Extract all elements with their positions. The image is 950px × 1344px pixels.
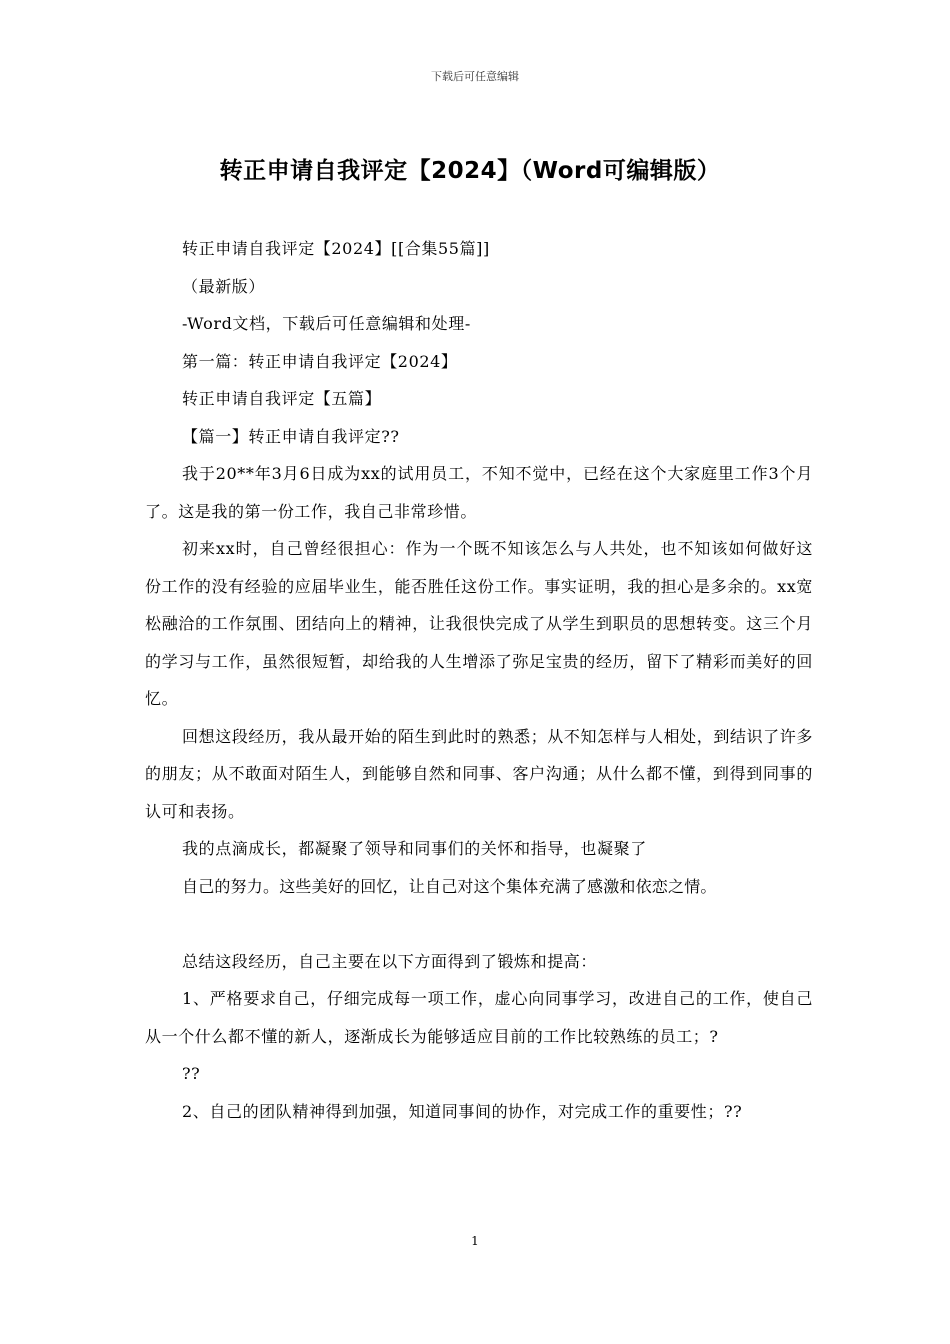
paragraph-part-one-heading: 第一篇：转正申请自我评定【2024】 <box>182 351 458 371</box>
paragraph-first-impression: 初来xx时，自己曾经很担心：作为一个既不知该怎么与人共处，也不知该如何做好这份工作的没有经验的应届毕业生，能否胜任这份工作。事实证明，我的担心是多余的。xx宽松融洽的工作氛围、团结向上的精神，让我很快完成了从学生到职员的思想转变。这三个月的学习与工作，虽然很短暂，却给我的人生增添了弥足宝贵的经历，留下了精彩而美好的回忆。 <box>145 539 813 708</box>
blank-line <box>145 905 813 943</box>
paragraph-article-one-heading: 【篇一】转正申请自我评定?? <box>182 426 400 446</box>
paragraph-summary-intro: 总结这段经历，自己主要在以下方面得到了锻炼和提高： <box>182 951 598 971</box>
paragraph-version-note: （最新版） <box>182 276 266 296</box>
paragraph-growth: 我的点滴成长，都凝聚了领导和同事们的关怀和指导，也凝聚了 <box>182 839 647 858</box>
document-body <box>145 230 813 1130</box>
paragraph-point-one: 1、严格要求自己，仔细完成每一项工作，虚心向同事学习，改进自己的工作，使自己从一个什么都不懂的新人，逐渐成长为能够适应目前的工作比较熟练的员工；? <box>145 989 813 1046</box>
header-note: 下载后可任意编辑 <box>431 70 519 83</box>
paragraph-gratitude: 自己的努力。这些美好的回忆，让自己对这个集体充满了感激和依恋之情。 <box>182 876 717 896</box>
paragraph-point-two: 2、自己的团队精神得到加强，知道同事间的协作，对完成工作的重要性；?? <box>182 1101 743 1121</box>
document-title: 转正申请自我评定【2024】（Word可编辑版） <box>219 158 721 184</box>
paragraph-collection-title: 转正申请自我评定【2024】[[合集55篇]] <box>182 239 490 258</box>
paragraph-recollection: 回想这段经历，我从最开始的陌生到此时的熟悉；从不知怎样与人相处，到结识了许多的朋友；从不敢面对陌生人，到能够自然和同事、客户沟通；从什么都不懂，到得到同事的认可和表扬。 <box>145 726 813 821</box>
paragraph-format-note: -Word文档，下载后可任意编辑和处理- <box>182 314 471 333</box>
paragraph-five-articles-heading: 转正申请自我评定【五篇】 <box>182 389 382 408</box>
paragraph-intro: 我于20**年3月6日成为xx的试用员工，不知不觉中，已经在这个大家庭里工作3个月了。这是我的第一份工作，我自己非常珍惜。 <box>145 464 813 521</box>
paragraph-placeholder-marks: ?? <box>182 1064 201 1083</box>
page-number: 1 <box>471 1234 479 1248</box>
